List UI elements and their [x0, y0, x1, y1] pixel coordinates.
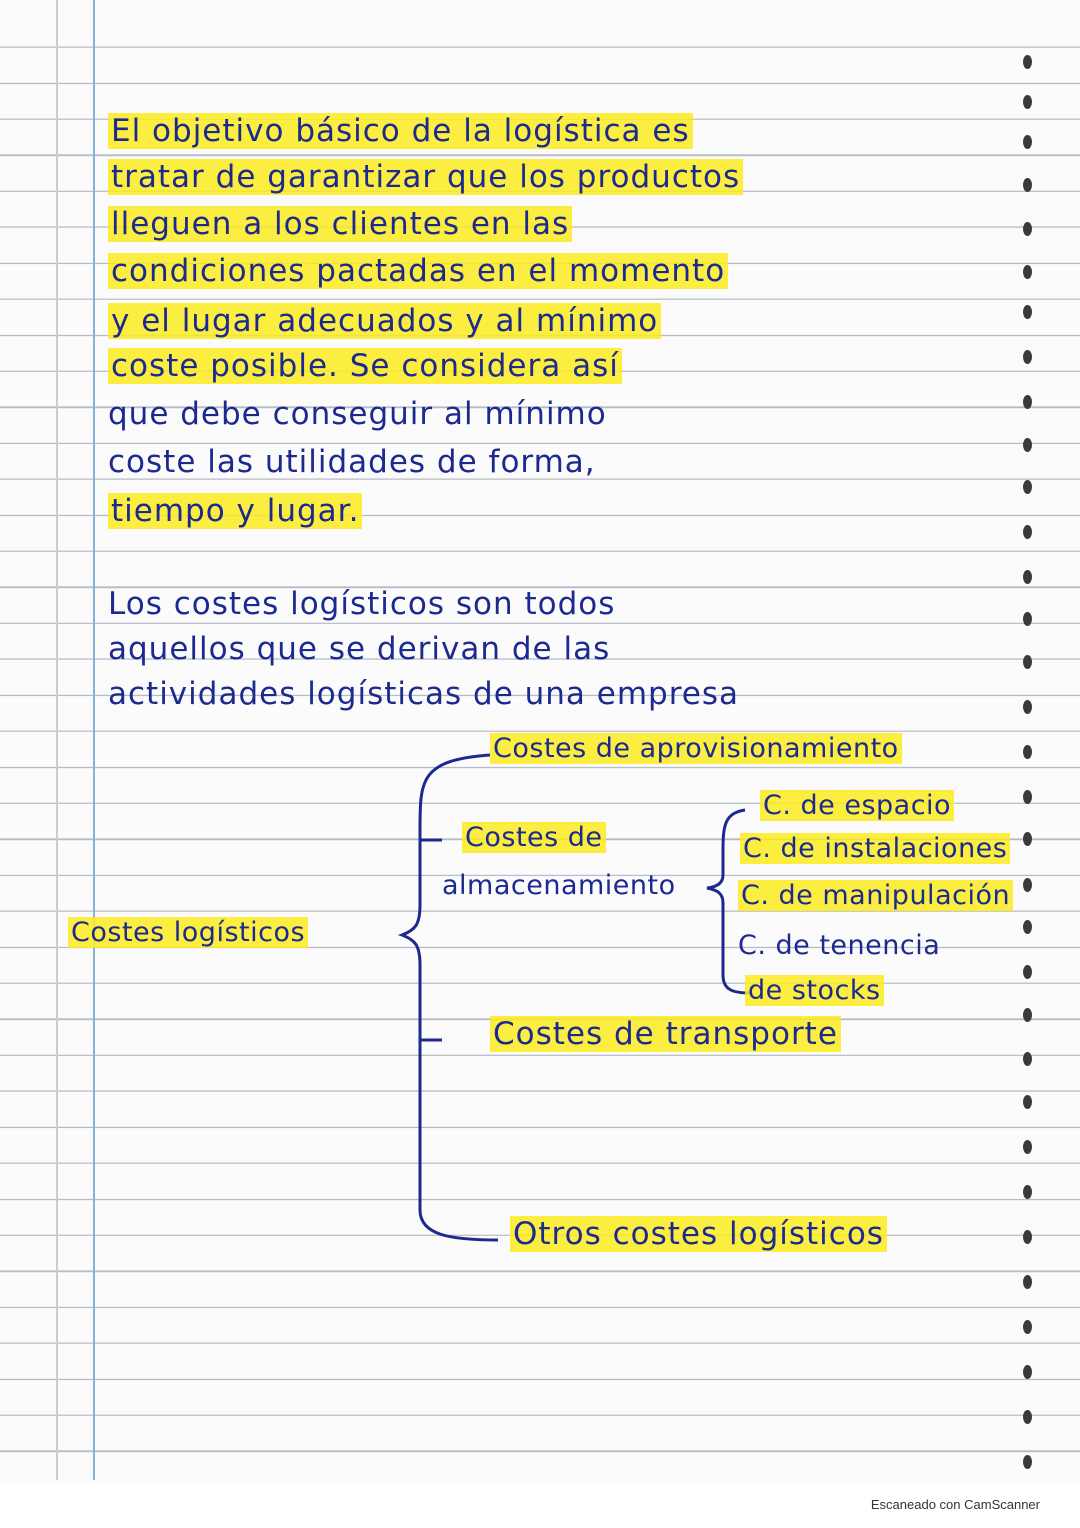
spiral-hole [1023, 350, 1032, 364]
spiral-hole [1023, 790, 1032, 804]
spiral-hole [1023, 1095, 1032, 1109]
spiral-hole [1023, 305, 1032, 319]
diagram-branch-almacenamiento: almacenamiento [442, 870, 676, 901]
spiral-hole [1023, 95, 1032, 109]
text-line: tratar de garantizar que los productos [108, 158, 743, 196]
spiral-hole [1023, 1275, 1032, 1289]
spiral-hole [1023, 265, 1032, 279]
diagram-root: Costes logísticos [68, 912, 308, 952]
text-line: Los costes logísticos son todos [108, 586, 616, 622]
spiral-hole [1023, 1052, 1032, 1066]
spiral-hole [1023, 222, 1032, 236]
spiral-hole [1023, 965, 1032, 979]
spiral-hole [1023, 1410, 1032, 1424]
spiral-hole [1023, 1320, 1032, 1334]
spiral-hole [1023, 1365, 1032, 1379]
diagram-sub-manipulacion: C. de manipulación [738, 875, 1013, 915]
spiral-hole [1023, 832, 1032, 846]
spiral-hole [1023, 55, 1032, 69]
text-line: condiciones pactadas en el momento [108, 252, 728, 290]
text-line: lleguen a los clientes en las [108, 205, 572, 243]
text-line: y el lugar adecuados y al mínimo [108, 302, 661, 340]
spiral-hole [1023, 655, 1032, 669]
text-line: aquellos que se derivan de las [108, 631, 611, 667]
diagram-sub-espacio: C. de espacio [760, 785, 954, 825]
text-line: El objetivo básico de la logística es [108, 112, 693, 150]
diagram-sub-instalaciones: C. de instalaciones [740, 828, 1010, 868]
spiral-hole [1023, 1008, 1032, 1022]
spiral-hole [1023, 612, 1032, 626]
margin-line [93, 0, 95, 1480]
text-line: coste posible. Se considera así [108, 347, 622, 385]
text-line: tiempo y lugar. [108, 492, 362, 530]
text-line: que debe conseguir al mínimo [108, 396, 607, 432]
spiral-hole [1023, 1455, 1032, 1469]
spiral-hole [1023, 920, 1032, 934]
spiral-hole [1023, 1140, 1032, 1154]
spiral-hole [1023, 395, 1032, 409]
spiral-hole [1023, 1185, 1032, 1199]
spiral-hole [1023, 525, 1032, 539]
diagram-sub-tenencia: C. de tenencia [738, 930, 941, 961]
diagram-branch-otros: Otros costes logísticos [510, 1215, 887, 1253]
spiral-hole [1023, 878, 1032, 892]
text-line: coste las utilidades de forma, [108, 444, 596, 480]
spiral-hole [1023, 745, 1032, 759]
diagram-sub-tenencia: de stocks [745, 970, 884, 1010]
diagram-branch-aprovisionamiento: Costes de aprovisionamiento [490, 728, 902, 768]
spiral-hole [1023, 1230, 1032, 1244]
spiral-hole [1023, 480, 1032, 494]
text-line: actividades logísticas de una empresa [108, 676, 740, 712]
spiral-hole [1023, 570, 1032, 584]
spiral-hole [1023, 700, 1032, 714]
diagram-branch-transporte: Costes de transporte [490, 1015, 841, 1053]
spiral-hole [1023, 438, 1032, 452]
page-edge [56, 0, 58, 1480]
spiral-hole [1023, 135, 1032, 149]
spiral-hole [1023, 178, 1032, 192]
diagram-branch-almacenamiento: Costes de [462, 817, 606, 857]
scanner-watermark: Escaneado con CamScanner [870, 1497, 1040, 1512]
